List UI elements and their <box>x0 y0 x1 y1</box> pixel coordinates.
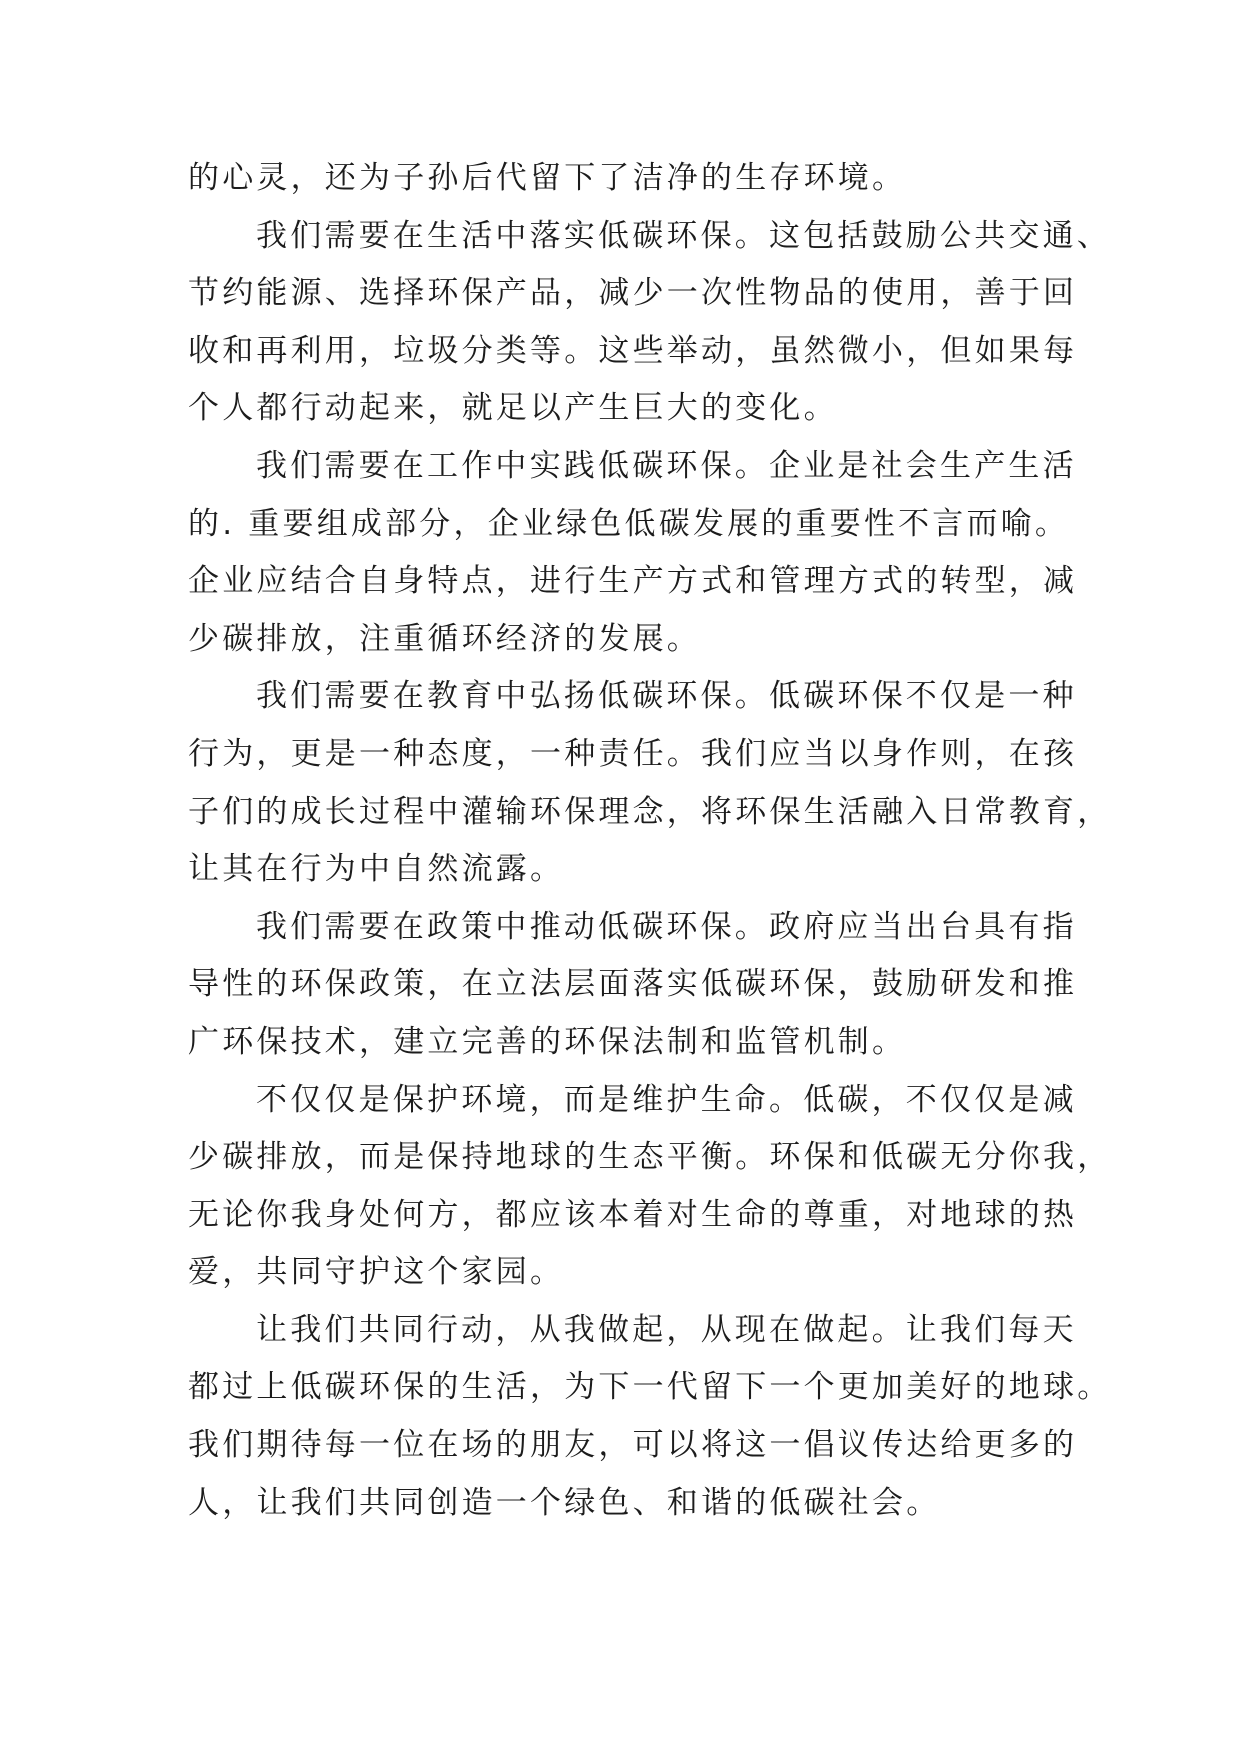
paragraph-first-line: 不仅仅是保护环境，而是维护生命。低碳，不仅仅是减 <box>256 1081 1077 1118</box>
text-line: 少碳排放，注重循环经济的发展。 <box>188 620 701 657</box>
text-line: 少碳排放，而是保持地球的生态平衡。环保和低碳无分你我， <box>188 1139 1112 1176</box>
text-line: 企业应结合自身特点，进行生产方式和管理方式的转型，减 <box>188 563 1078 600</box>
document-body <box>188 150 1112 1532</box>
text-line: 行为，更是一种态度，一种责任。我们应当以身作则，在孩 <box>188 735 1078 772</box>
text-line: 人，让我们共同创造一个绿色、和谐的低碳社会。 <box>188 1484 941 1521</box>
text-line: 导性的环保政策，在立法层面落实低碳环保，鼓励研发和推 <box>188 966 1078 1003</box>
text-line: 让其在行为中自然流露。 <box>188 851 565 888</box>
paragraph-first-line: 让我们共同行动，从我做起，从现在做起。让我们每天 <box>256 1311 1077 1348</box>
text-line: 我们期待每一位在场的朋友，可以将这一倡议传达给更多的 <box>188 1427 1078 1464</box>
text-line: 的. 重要组成部分，企业绿色低碳发展的重要性不言而喻。 <box>188 505 1070 542</box>
text-line: 的心灵，还为子孙后代留下了洁净的生存环境。 <box>188 160 907 196</box>
text-line: 都过上低碳环保的生活，为下一代留下一个更加美好的地球。 <box>188 1369 1112 1406</box>
text-line: 子们的成长过程中灌输环保理念，将环保生活融入日常教育， <box>188 793 1112 830</box>
paragraph-first-line: 我们需要在生活中落实低碳环保。这包括鼓励公共交通、 <box>256 217 1111 254</box>
text-line: 爱，共同守护这个家园。 <box>188 1254 565 1291</box>
text-line: 无论你我身处何方，都应该本着对生命的尊重，对地球的热 <box>188 1196 1078 1233</box>
paragraph-first-line: 我们需要在教育中弘扬低碳环保。低碳环保不仅是一种 <box>256 678 1077 715</box>
text-line: 个人都行动起来，就足以产生巨大的变化。 <box>188 390 838 427</box>
paragraph-first-line: 我们需要在政策中推动低碳环保。政府应当出台具有指 <box>256 908 1077 945</box>
text-line: 节约能源、选择环保产品，减少一次性物品的使用，善于回 <box>188 275 1078 312</box>
text-line: 广环保技术，建立完善的环保法制和监管机制。 <box>188 1023 907 1060</box>
paragraph-first-line: 我们需要在工作中实践低碳环保。企业是社会生产生活 <box>256 447 1077 484</box>
text-line: 收和再利用，垃圾分类等。这些举动，虽然微小，但如果每 <box>188 332 1078 369</box>
